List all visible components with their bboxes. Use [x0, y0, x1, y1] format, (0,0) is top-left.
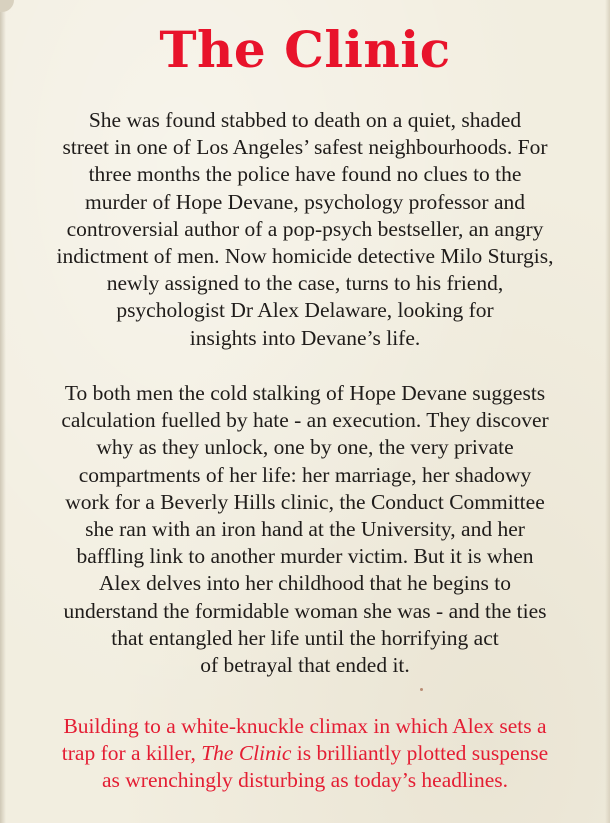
text-line: compartments of her life: her marriage, her shadowy — [78, 462, 532, 487]
text-line: controversial author of a pop-psych bestseller, an angry — [66, 216, 544, 241]
synopsis-paragraph-2 — [20, 380, 590, 679]
tagline-line-2 — [20, 740, 590, 767]
text-line: three months the police have found no clues to the — [88, 162, 522, 187]
tagline-line-3: as wrenchingly disturbing as today’s headlines. — [101, 768, 509, 793]
tagline-paragraph — [20, 713, 590, 795]
text-line: baffling link to another murder victim. But it is when — [76, 544, 534, 569]
page-edge-shadow — [0, 0, 6, 823]
text-line: of betrayal that ended it. — [200, 653, 410, 678]
text-line: work for a Beverly Hills clinic, the Conduct Committee — [65, 489, 545, 514]
text-line: calculation fuelled by hate - an execution. They discover — [61, 408, 549, 433]
page-edge-shadow-right — [605, 0, 610, 823]
text-line: understand the formidable woman she was - and the ties — [63, 598, 547, 623]
text-line: indictment of men. Now homicide detective Milo Sturgis, — [56, 244, 554, 269]
text-line: She was found stabbed to death on a quiet, shaded — [88, 108, 522, 132]
book-title-italic: The Clinic — [201, 741, 292, 766]
synopsis-paragraph-1 — [20, 107, 590, 352]
book-title: The Clinic — [159, 20, 451, 79]
text-line: murder of Hope Devane, psychology professor and — [84, 189, 526, 214]
torn-corner — [0, 0, 14, 12]
text-line: To both men the cold stalking of Hope Devane suggests — [64, 381, 546, 405]
text-line: street in one of Los Angeles’ safest neighbourhoods. For — [62, 135, 548, 160]
text-line: Alex delves into her childhood that he begins to — [99, 571, 511, 596]
text-line: psychologist Dr Alex Delaware, looking for — [116, 298, 494, 323]
tagline-text: is brilliantly plotted suspense — [291, 741, 549, 766]
tagline-text: trap for a killer, — [61, 741, 202, 766]
text-line: newly assigned to the case, turns to his friend, — [106, 271, 504, 296]
text-line: insights into Devane’s life. — [189, 325, 421, 350]
text-line: she ran with an iron hand at the University, and her — [85, 517, 525, 542]
text-line: that entangled her life until the horrifying act — [111, 625, 499, 650]
text-line: why as they unlock, one by one, the very private — [96, 435, 514, 460]
tagline-line-1: Building to a white-knuckle climax in which Alex sets a — [63, 714, 547, 738]
print-speck — [420, 688, 423, 691]
